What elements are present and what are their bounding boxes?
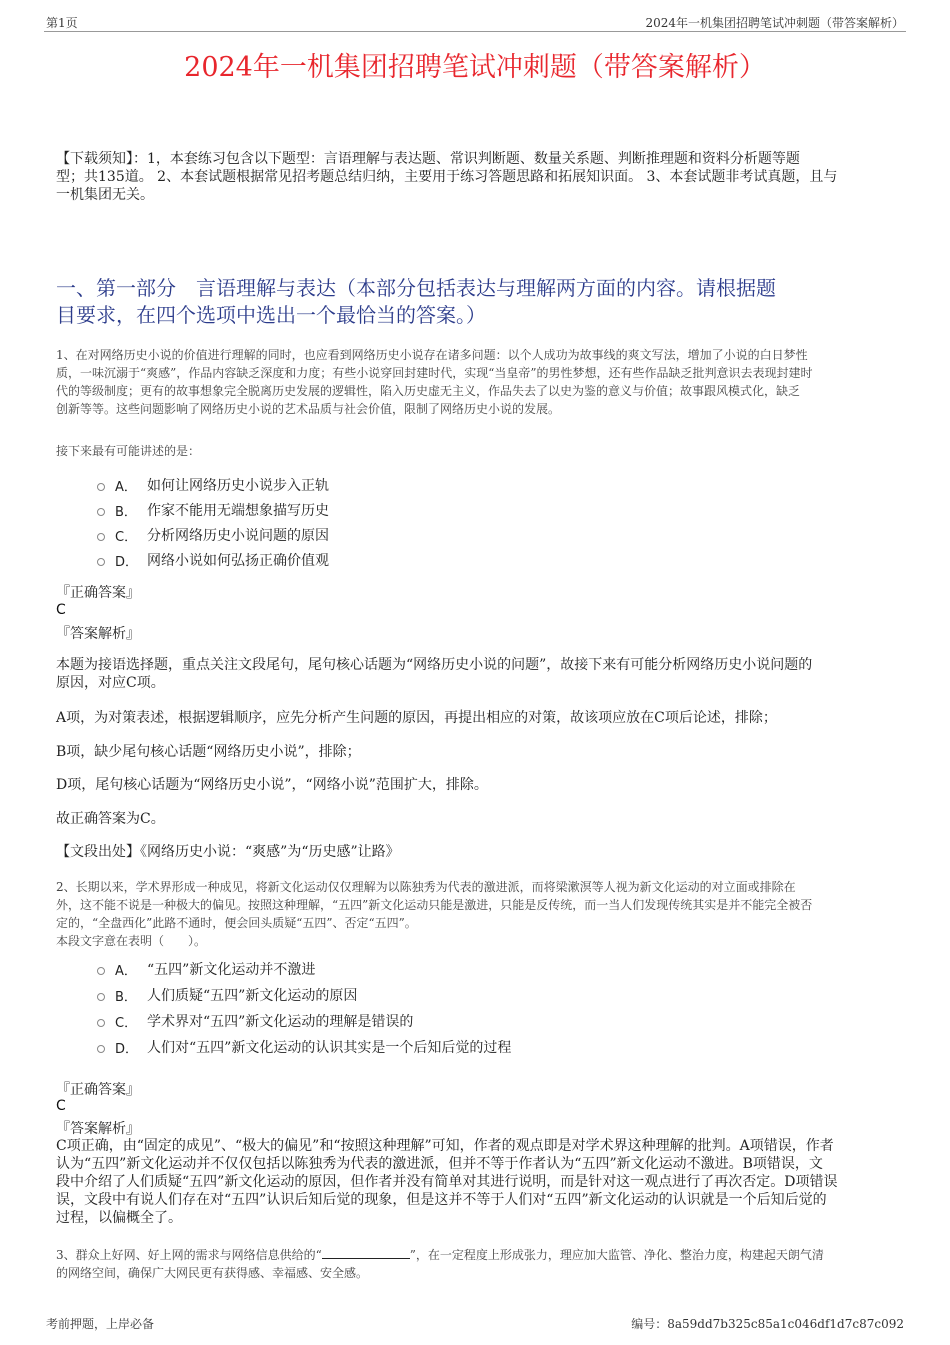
page-number: 第1页: [46, 16, 78, 30]
answer-label: 『正确答案』: [56, 1082, 140, 1098]
radio-icon[interactable]: [97, 558, 105, 566]
question-2-stem: [56, 878, 906, 950]
radio-icon[interactable]: [97, 483, 105, 491]
stem-line: 2、长期以来，学术界形成一种成见，将新文化运动仅仅理解为以陈独秀为代表的激进派，而将梁漱溟等人视为新文化运动的对立面或排除在: [56, 880, 796, 894]
radio-icon[interactable]: [97, 1045, 105, 1053]
footer-slogan: 考前押题，上岸必备: [46, 1317, 155, 1331]
correct-answer: C: [56, 1098, 66, 1114]
option-a[interactable]: A． 如何让网络历史小说步入正轨: [97, 474, 329, 496]
option-c[interactable]: C． 学术界对“五四”新文化运动的理解是错误的: [97, 1010, 511, 1032]
stem-line: 代的等级制度；更有的故事想象完全脱离历史发展的逻辑性，陷入历史虚无主义，作品失去了以史为鉴的意义与价值；故事跟风模式化，缺乏: [56, 384, 801, 398]
stem-line: 的网络空间，确保广大网民更有获得感、幸福感、安全感。: [56, 1266, 369, 1280]
option-b[interactable]: B． 人们质疑“五四”新文化运动的原因: [97, 984, 511, 1006]
option-b-note: B项，缺少尾句核心话题“网络历史小说”，排除；: [56, 744, 361, 760]
analysis-line: 本题为接语选择题，重点关注文段尾句，尾句核心话题为“网络历史小说的问题”，故接下来有可能分析网络历史小说问题的: [56, 657, 813, 673]
notice-line: 【下载须知】：1，本套练习包含以下题型：言语理解与表达题、常识判断题、数量关系题、判断推理题和资料分析题等题: [56, 151, 800, 167]
question-1-prompt: 接下来最有可能讲述的是：: [56, 444, 201, 458]
fill-blank[interactable]: [322, 1246, 410, 1259]
option-c[interactable]: C． 分析网络历史小说问题的原因: [97, 524, 329, 546]
radio-icon[interactable]: [97, 508, 105, 516]
stem-line: 3、群众上好网、好上网的需求与网络信息供给的“ ”，在一定程度上形成张力，理应加大监管、净化、整治力度，构建起天朗气清: [56, 1248, 824, 1262]
analysis-line: 过程，以偏概全了。: [56, 1210, 182, 1226]
option-a-note: A项，为对策表述，根据逻辑顺序，应先分析产生问题的原因，再提出相应的对策，故该项应放在C项后论述，排除；: [56, 710, 777, 726]
download-notice: [56, 150, 898, 204]
option-a[interactable]: A． “五四”新文化运动并不激进: [97, 958, 511, 980]
radio-icon[interactable]: [97, 993, 105, 1001]
analysis-text: [56, 656, 906, 692]
stem-line: 定的，“全盘西化”此路不通时，便会回头质疑“五四”、否定“五四”。: [56, 916, 417, 930]
radio-icon[interactable]: [97, 533, 105, 541]
answer-label: 『正确答案』: [56, 585, 140, 601]
analysis-line: 认为“五四”新文化运动并不仅仅包括以陈独秀为代表的激进派，但并不等于作者认为“五四”新文化运动不激进。B项错误，文: [56, 1156, 823, 1172]
footer-doc-id: 编号：8a59dd7b325c85a1c046df1d7c87c092: [631, 1317, 904, 1331]
source-citation: 【文段出处】《网络历史小说：“爽感”为“历史感”让路》: [56, 844, 400, 860]
analysis-label: 『答案解析』: [56, 1121, 140, 1137]
analysis-line: 误，文段中有说人们存在对“五四”认识后知后觉的现象，但是这并不等于人们对“五四”新文化运动的认识就是一个后知后觉的: [56, 1192, 827, 1208]
stem-line: 外，这不能不说是一种极大的偏见。按照这种理解，“五四”新文化运动只能是激进，只能是反传统，而一当人们发现传统其实是并不能完全被否: [56, 898, 813, 912]
option-d[interactable]: D． 人们对“五四”新文化运动的认识其实是一个后知后觉的过程: [97, 1036, 511, 1058]
analysis-text: [56, 1137, 906, 1227]
notice-line: 一机集团无关。: [56, 187, 154, 203]
notice-line: 型；共135道。 2、本套试题根据常见招考题总结归纳，主要用于练习答题思路和拓展知识面。 3、本套试题非考试真题，且与: [56, 169, 838, 185]
radio-icon[interactable]: [97, 1019, 105, 1027]
correct-answer: C: [56, 602, 66, 618]
question-1-options: [97, 474, 329, 571]
stem-line: 创新等等。这些问题影响了网络历史小说的艺术品质与社会价值，限制了网络历史小说的发展。: [56, 402, 561, 416]
section-line: 一、第一部分 言语理解与表达（本部分包括表达与理解两方面的内容。请根据题: [56, 276, 776, 300]
header-doc-title: 2024年一机集团招聘笔试冲刺题（带答案解析）: [645, 16, 904, 30]
option-d[interactable]: D． 网络小说如何弘扬正确价值观: [97, 549, 329, 571]
conclusion: 故正确答案为C。: [56, 811, 165, 827]
stem-line: 本段文字意在表明（ ）。: [56, 934, 207, 948]
option-d-note: D项，尾句核心话题为“网络历史小说”，“网络小说”范围扩大，排除。: [56, 777, 488, 793]
question-2-options: [97, 958, 511, 1058]
section-heading: [56, 275, 898, 329]
stem-line: 1、在对网络历史小说的价值进行理解的同时，也应看到网络历史小说存在诸多问题：以个人成功为故事线的爽文写法，增加了小说的白日梦性: [56, 348, 808, 362]
analysis-line: C项正确，由“固定的成见”、“极大的偏见”和“按照这种理解”可知，作者的观点即是对学术界这种理解的批判。A项错误，作者: [56, 1138, 834, 1154]
analysis-line: 段中介绍了人们质疑“五四”新文化运动的原因，但作者并没有简单对其进行说明，而是针对这一观点进行了再次否定。D项错误: [56, 1174, 838, 1190]
question-1-stem: [56, 346, 906, 418]
stem-line: 质，一味沉溺于“爽感”，作品内容缺乏深度和力度；有些小说穿回封建时代，实现“当皇帝”的男性梦想，还有些作品缺乏批判意识去表现封建时: [56, 366, 813, 380]
header-divider: [44, 31, 906, 32]
radio-icon[interactable]: [97, 967, 105, 975]
document-title: 2024年一机集团招聘笔试冲刺题（带答案解析）: [184, 52, 766, 83]
option-b[interactable]: B． 作家不能用无端想象描写历史: [97, 499, 329, 521]
section-line: 目要求，在四个选项中选出一个最恰当的答案。）: [56, 303, 486, 327]
question-3-stem: [56, 1246, 906, 1282]
analysis-line: 原因，对应C项。: [56, 675, 165, 691]
analysis-label: 『答案解析』: [56, 626, 140, 642]
